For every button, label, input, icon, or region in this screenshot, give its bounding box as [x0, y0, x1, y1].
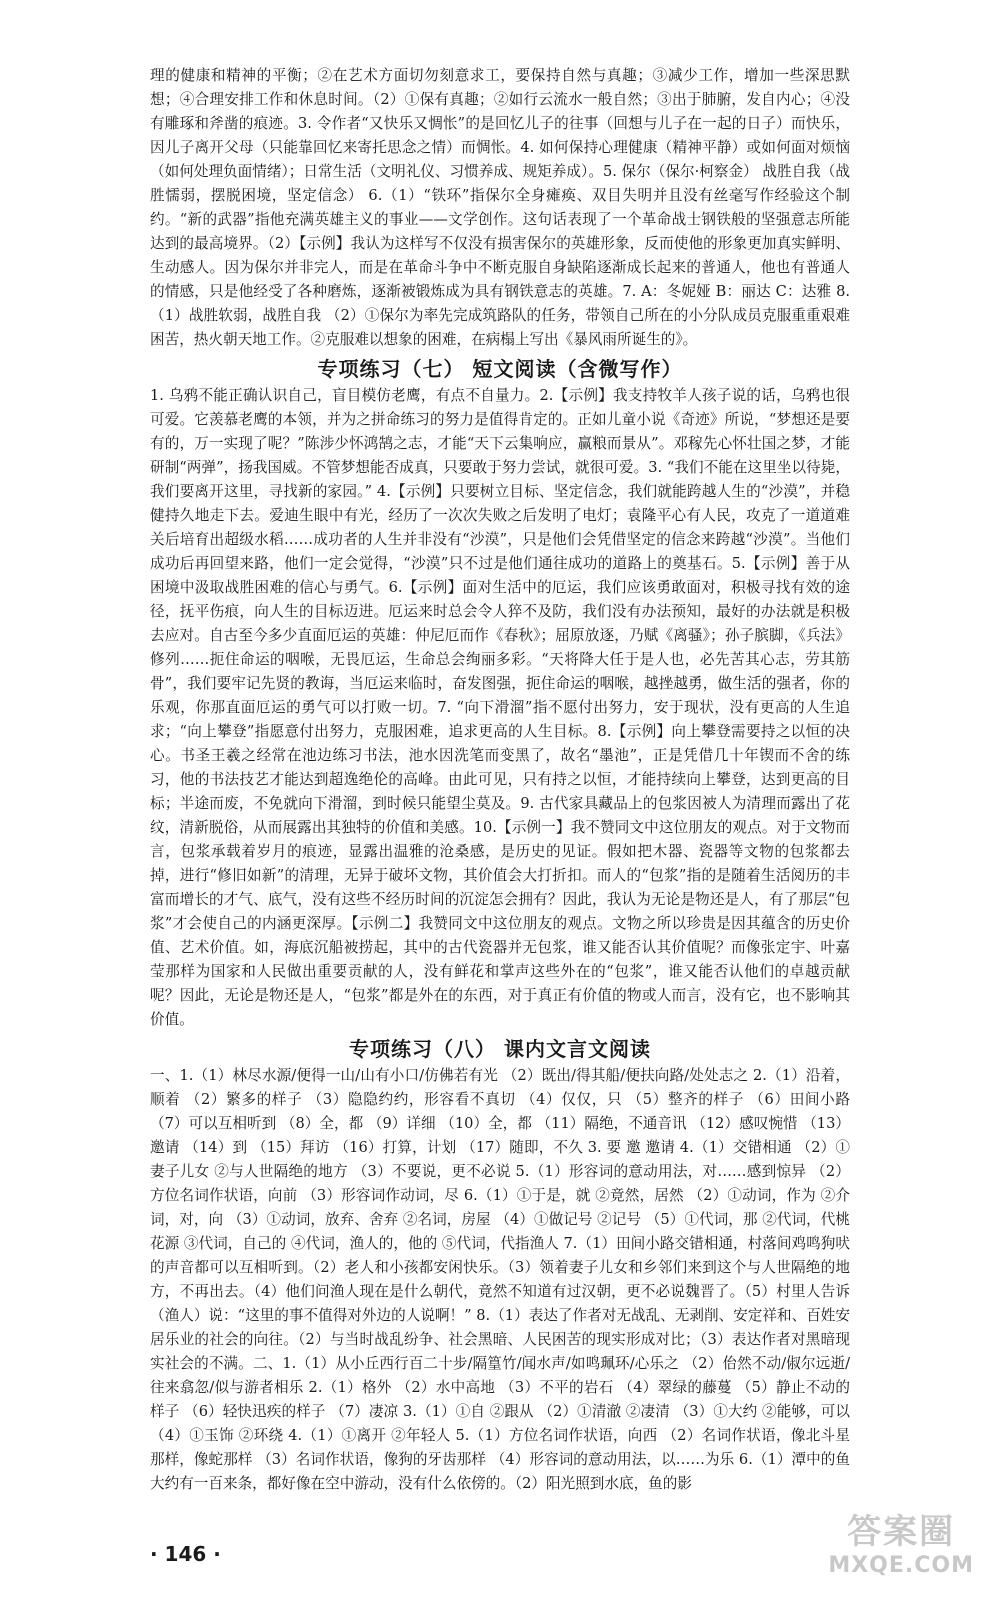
watermark-url: MXQE.COM: [828, 1553, 974, 1578]
section-heading-practice-7: 专项练习（七） 短文阅读（含微写作）: [317, 357, 683, 381]
watermark-logo-text: 答案圈: [847, 1512, 956, 1552]
paragraph-practice-8-answers: 一、1.（1）林尽水源/便得一山/山有小口/仿佛若有光 （2）既出/得其船/便扶向路/处处志之 2.（1）沿着，顺着 （2）繁多的样子 （3）隐隐约约，形容看不真切 （4）仅仅，只 （5）整齐的样子 （6）田间小路 （7）可以互相听到 （8）全，都 （9）详细 （10）全，都 （11）隔绝，不通音讯 （12）感叹惋惜 （13）邀请 （14）到 （15）拜访 （16）打算，计划 （17）随即，不久 3. 要 邀 邀请 4.（1）交错相通 （2）①妻子儿女 ②与人世隔绝的地方 （3）不要说，更不必说 5.（1）形容词的意动用法，对……感到惊异 （2）方位名词作状语，向前 （3）形容词作动词，尽 6.（1）①于是，就 ②竟然，居然 （2）①动词，作为 ②介词，对，向 （3）①动词，放弃、舍弃 ②名词，房屋 （4）①做记号 ②记号 （5）①代词，那 ②代词，代桃花源 ③代词，自己的 ④代词，渔人的，他的 ⑤代词，代指渔人 7.（1）田间小路交错相通，村落间鸡鸣狗吠的声音都可以互相听到。（2）老人和小孩都安闲快乐。（3）领着妻子儿女和乡邻们来到这个与人世隔绝的地方，不再出去。（4）他们问渔人现在是什么朝代，竟然不知道有过汉朝，更不必说魏晋了。（5）村里人告诉（渔人）说：“这里的事不值得对外边的人说啊！” 8.（1）表达了作者对无战乱、无剥削、安定祥和、百姓安居乐业的社会的向往。（2）与当时战乱纷争、社会黑暗、人民困苦的现实形成对比；（3）表达作者对黑暗现实社会的不满。二、1.（1）从小丘西行百二十步/隔篁竹/闻水声/如鸣珮环/心乐之 （2）佁然不动/俶尔远逝/往来翕忽/似与游者相乐 2.（1）格外 （2）水中高地 （3）不平的岩石 （4）翠绿的藤蔓 （5）静止不动的样子 （6）轻快迅疾的样子 （7）凄凉 3.（1）①自 ②跟从 （2）①清澈 ②凄清 （3）①大约 ②能够，可以 （4）①玉饰 ②环绕 4.（1）①离开 ②年轻人 5.（1）方位名词作状语，向西 （2）名词作状语，像北斗星那样，像蛇那样 （3）名词作状语，像狗的牙齿那样 （4）形容词的意动用法，以……为乐 6.（1）潭中的鱼大约有一百来条，都好像在空中游动，没有什么依傍的。（2）阳光照到水底，鱼的影: [150, 1067, 850, 1492]
page-number: · 146 ·: [150, 1542, 221, 1566]
section-heading-practice-8: 专项练习（八） 课内文言文阅读: [349, 1037, 651, 1061]
paragraph-practice-7-answers: 1. 乌鸦不能正确认识自己，盲目模仿老鹰，有点不自量力。2.【示例】我支持牧羊人孩子说的话，乌鸦也很可爱。它羡慕老鹰的本领，并为之拼命练习的努力是值得肯定的。正如儿童小说《奇迹》所说，“梦想还是要有的，万一实现了呢？”陈涉少怀鸿鹄之志，才能“天下云集响应，赢粮而景从”。邓稼先心怀壮国之梦，才能研制“两弹”，扬我国威。不管梦想能否成真，只要敢于努力尝试，就很可爱。3. “我们不能在这里坐以待毙，我们要离开这里，寻找新的家园。” 4.【示例】只要树立目标、坚定信念，我们就能跨越人生的“沙漠”，并稳健持久地走下去。爱迪生眼中有光，经历了一次次失败之后发明了电灯；袁隆平心有人民，攻克了一道道难关后培育出超级水稻……成功者的人生并非没有“沙漠”，只是他们会凭借坚定的信念来跨越“沙漠”。当他们成功后再回望来路，他们一定会觉得，“沙漠”只不过是他们通往成功的道路上的奠基石。5.【示例】善于从困境中汲取战胜困难的信心与勇气。6.【示例】面对生活中的厄运，我们应该勇敢面对，积极寻找有效的途径，抚平伤痕，向人生的目标迈进。厄运来时总会令人猝不及防，我们没有办法预知，最好的办法就是积极去应对。自古至今多少直面厄运的英雄：仲尼厄而作《春秋》；屈原放逐，乃赋《离骚》；孙子膑脚，《兵法》修列……扼住命运的咽喉，无畏厄运，生命总会绚丽多彩。“天将降大任于是人也，必先苦其心志，劳其筋骨”，我们要牢记先贤的教诲，当厄运来临时，奋发图强，扼住命运的咽喉，越挫越勇，做生活的强者，你的乐观，你那直面厄运的勇气可以打败一切。7. “向下滑溜”指不愿付出努力，安于现状，没有更高的人生追求；“向上攀登”指愿意付出努力，克服困难，追求更高的人生目标。8.【示例】向上攀登需要持之以恒的决心。书圣王羲之经常在池边练习书法，池水因洗笔而变黑了，故名“墨池”，正是凭借几十年锲而不舍的练习，他的书法技艺才能达到超逸绝伦的高峰。由此可见，只有持之以恒，才能持续向上攀登，达到更高的目标；半途而废，不免就向下滑溜，到时候只能望尘莫及。9. 古代家具藏品上的包浆因被人为清理而露出了花纹，清新脱俗，从而展露出其独特的价值和美感。10.【示例一】我不赞同文中这位朋友的观点。对于文物而言，包浆承载着岁月的痕迹，显露出温雅的沧桑感，是历史的见证。假如把木器、瓷器等文物的包浆都去掉，进行“修旧如新”的清理，无异于破坏文物，其价值会大打折扣。而人的“包浆”指的是随着生活阅历的丰富而增长的才气、底气，没有这些不经历时间的沉淀怎会拥有？因此，我认为无论是物还是人，有了那层“包浆”才会使自己的内涵更深厚。【示例二】我赞同文中这位朋友的观点。文物之所以珍贵是因其蕴含的历史价值、艺术价值。如，海底沉船被捞起，其中的古代瓷器并无包浆，谁又能否认其价值呢？而像张定宇、叶嘉莹那样为国家和人民做出重要贡献的人，没有鲜花和掌声这些外在的“包浆”，谁又能否认他们的卓越贡献呢？因此，无论是物还是人，“包浆”都是外在的东西，对于真正有价值的物或人而言，没有它，也不影响其价值。: [150, 387, 850, 1028]
site-watermark: [828, 1504, 974, 1578]
paragraph-continuation: 理的健康和精神的平衡；②在艺术方面切勿刻意求工，要保持自然与真趣；③减少工作，增加一些深思默想；④合理安排工作和休息时间。（2）①保有真趣；②如行云流水一般自然；③出于肺腑，发自内心；④没有雕琢和斧凿的痕迹。3. 令作者“又快乐又惆怅”的是回忆儿子的往事（回想与儿子在一起的日子）而快乐，因儿子离开父母（只能靠回忆来寄托思念之情）而惆怅。4. 如何保持心理健康（精神平静）或如何面对烦恼（如何处理负面情绪）；日常生活（文明礼仪、习惯养成、规矩养成）。5. 保尔（保尔·柯察金） 战胜自我（战胜懦弱，摆脱困境，坚定信念） 6.（1）“铁环”指保尔全身瘫痪、双目失明并且没有丝毫写作经验这个制约。“新的武器”指他充满英雄主义的事业——文学创作。这句话表现了一个革命战士钢铁般的坚强意志所能达到的最高境界。（2）【示例】我认为这样写不仅没有损害保尔的英雄形象，反而使他的形象更加真实鲜明、生动感人。因为保尔并非完人，而是在革命斗争中不断克服自身缺陷逐渐成长起来的普通人，他也有普通人的情感，只是他经受了各种磨炼，逐渐被锻炼成为具有钢铁意志的英雄。7. A：冬妮娅 B：丽达 C：达雅 8.（1）战胜软弱，战胜自我 （2）①保尔为率先完成筑路队的任务，带领自己所在的小分队成员克服重重艰难困苦，热火朝天地工作。②克服难以想象的困难，在病榻上写出《暴风雨所诞生的》。: [150, 67, 850, 348]
answer-page: [150, 64, 850, 1496]
